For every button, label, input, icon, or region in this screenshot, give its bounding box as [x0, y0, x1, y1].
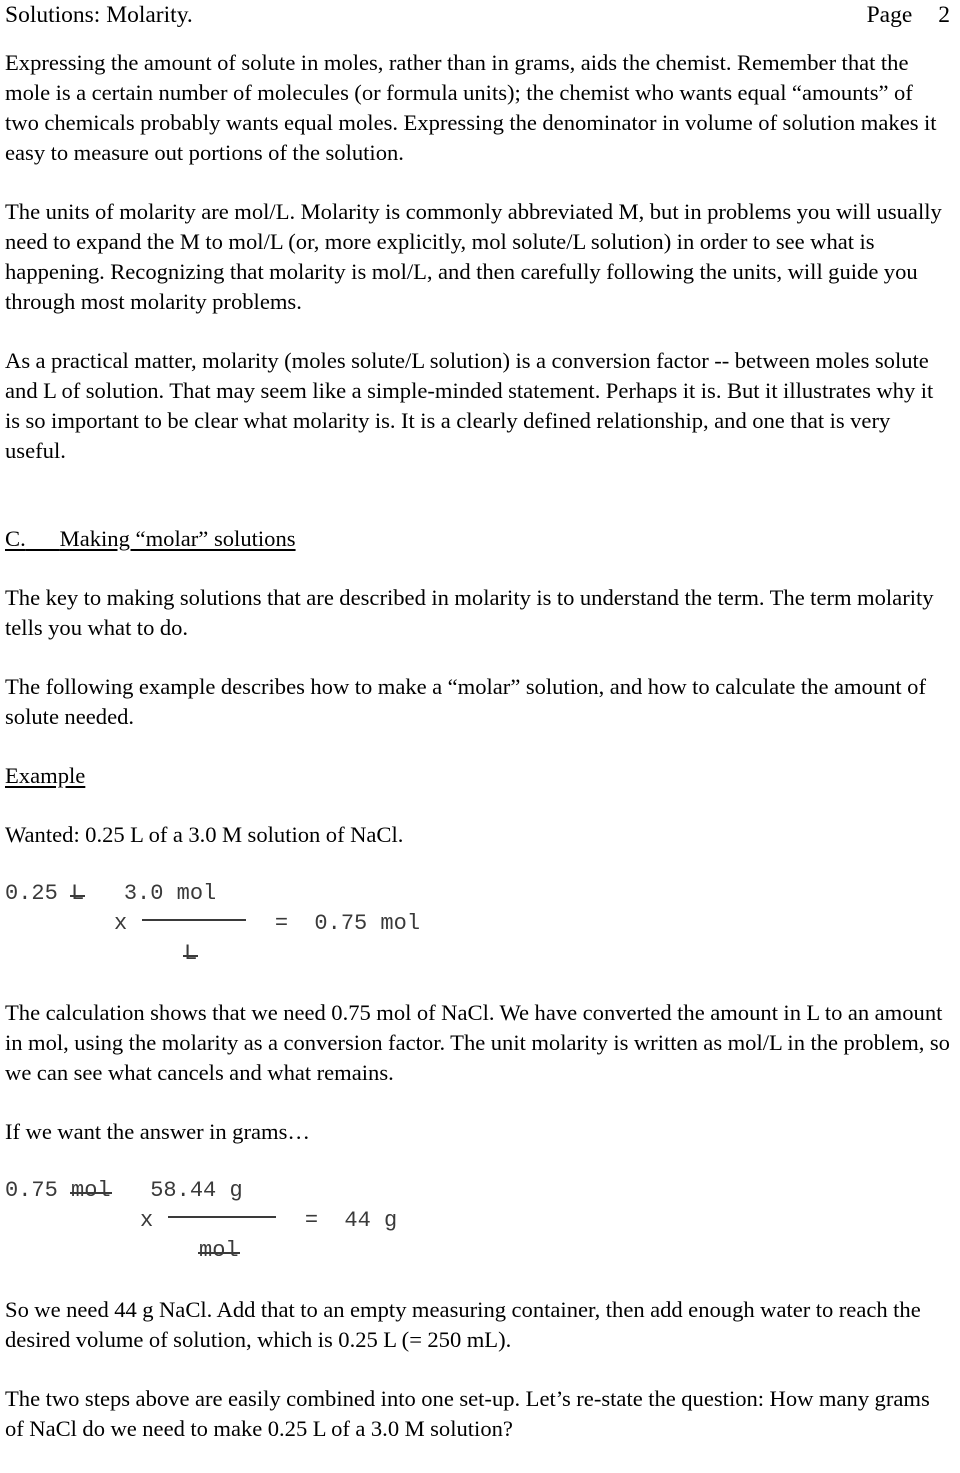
paragraph-units-of-molarity: The units of molarity are mol/L. Molarity is commonly abbreviated M, but in problems you will usually need to expand the M to mol/L (or, more explicitly, mol solute/L solution) in order to see what is happening. Recognizing that molarity is mol/L, and then carefully following the units, will guide you through most molarity problems.	[5, 199, 942, 314]
page-header	[5, 0, 950, 34]
spacer-before-section-c	[5, 495, 951, 524]
document-title: Solutions: Molarity.	[5, 2, 193, 28]
equation-2-bottom-row	[199, 1236, 239, 1266]
example-heading-label: Example	[5, 763, 86, 788]
equation-moles-to-grams	[5, 1176, 951, 1266]
equation-1-top-row	[5, 879, 216, 909]
page-indicator	[867, 0, 950, 30]
page-label: Page	[866, 2, 913, 28]
section-heading-c-title: Making “molar” solutions	[59, 526, 296, 551]
document-body	[5, 48, 951, 1473]
equation-1-given-unit-cancelled: L	[71, 879, 84, 909]
page-number: 2	[938, 2, 950, 28]
wanted-statement: Wanted: 0.25 L of a 3.0 M solution of NaCl.	[5, 822, 404, 847]
equation-2-top-row	[5, 1176, 243, 1206]
section-heading-c	[5, 524, 951, 554]
paragraph-so-we-need-44g: So we need 44 g NaCl. Add that to an empty measuring container, then add enough water to reach the desired volume of solution, which is 0.25 L (= 250 mL).	[5, 1297, 921, 1352]
equation-2-middle-row	[140, 1206, 397, 1236]
paragraph-following-example: The following example describes how to make a “molar” solution, and how to calculate the amount of solute needed.	[5, 674, 926, 729]
equation-1-bottom-row	[184, 939, 197, 969]
equation-1-result: 0.75 mol	[314, 911, 421, 936]
equation-2-numerator: 58.44 g	[150, 1178, 243, 1203]
paragraph-answer-in-grams: If we want the answer in grams…	[5, 1119, 310, 1144]
equation-2-result: 44 g	[344, 1208, 398, 1233]
equation-1-multiply-symbol: x	[114, 911, 128, 936]
equation-1-denominator-unit-cancelled: L	[184, 939, 197, 969]
equation-1-fraction-bar	[142, 919, 246, 921]
equation-2-multiply-symbol: x	[140, 1208, 154, 1233]
equation-2-given-value: 0.75	[5, 1178, 72, 1203]
section-heading-c-letter: C.	[5, 526, 26, 551]
paragraph-practical-matter: As a practical matter, molarity (moles solute/L solution) is a conversion factor -- between moles solute and L of solution. That may seem like a simple-minded statement. Perhaps it is. But it illustrates why it is so important to be clear what molarity is. It is a clearly defined relationship, and one that is very useful.	[5, 348, 934, 463]
equation-volume-to-moles	[5, 879, 951, 969]
equation-2-fraction-bar	[168, 1216, 276, 1218]
paragraph-calculation-shows: The calculation shows that we need 0.75 mol of NaCl. We have converted the amount in L to an amount in mol, using the molarity as a conversion factor. The unit molarity is written as mol/L in the problem, so we can see what cancels and what remains.	[5, 1000, 950, 1085]
equation-1-equals-symbol: =	[274, 911, 289, 936]
equation-1-numerator: 3.0 mol	[123, 881, 217, 906]
equation-2-given-unit-cancelled: mol	[71, 1176, 111, 1206]
paragraph-two-steps-combined: The two steps above are easily combined into one set-up. Let’s re-state the question: How many grams of NaCl do we need to make 0.25 L of a 3.0 M solution?	[5, 1386, 930, 1441]
equation-2-equals-symbol: =	[304, 1208, 319, 1233]
paragraph-expressing-amount-of-solute: Expressing the amount of solute in moles, rather than in grams, aids the chemist. Remember that the mole is a certain number of molecules (or formula units); the chemist who wants equal “amounts” of two chemicals probably wants equal moles. Expressing the denominator in volume of solution makes it easy to measure out portions of the solution.	[5, 50, 937, 165]
paragraph-key-to-making-solutions: The key to making solutions that are described in molarity is to understand the term. The term molarity tells you what to do.	[5, 585, 934, 640]
example-heading	[5, 761, 951, 791]
equation-1-middle-row	[114, 909, 420, 939]
equation-1-given-value: 0.25	[5, 881, 72, 906]
equation-2-denominator-unit-cancelled: mol	[199, 1236, 239, 1266]
